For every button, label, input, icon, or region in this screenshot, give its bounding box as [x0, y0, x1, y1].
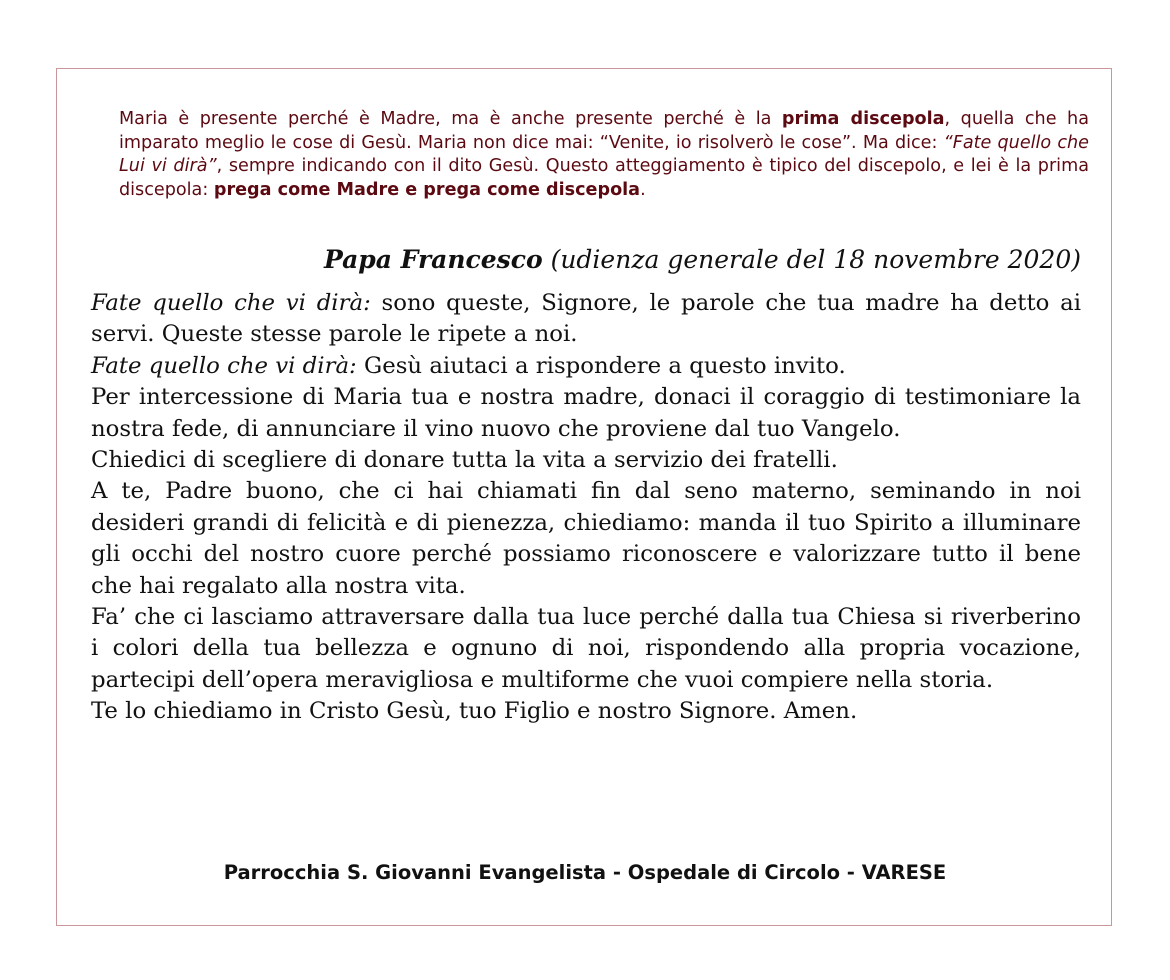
quote-text-2: , quella che ha imparato meglio le cose di Gesù. Maria non dice mai: “Venite, io risolverò le cose”. Ma dice:: [119, 109, 1089, 153]
prayer-italic-phrase: Fate quello che vi dirà:: [91, 290, 371, 316]
quote-bold-2: prega come Madre e prega come discepola: [213, 179, 641, 200]
prayer-paragraph: [91, 351, 1081, 382]
pope-quote: [119, 108, 1089, 202]
prayer-text-span: sono queste, Signore, le parole che tua madre ha detto ai servi. Queste stesse parole le ripete a noi.: [91, 290, 1081, 348]
prayer-text: [91, 288, 1081, 728]
quote-text-4: .: [640, 179, 646, 200]
attribution-source: (udienza generale del 18 novembre 2020): [550, 245, 1081, 274]
prayer-paragraph: Chiedici di scegliere di donare tutta la vita a servizio dei fratelli.: [91, 447, 838, 474]
prayer-paragraph: [91, 288, 1081, 351]
parish-footer: Parrocchia S. Giovanni Evangelista - Ospedale di Circolo - VARESE: [223, 861, 947, 884]
attribution-author: Papa Francesco: [323, 245, 543, 274]
prayer-text-span: Gesù aiutaci a rispondere a questo invito.: [356, 352, 846, 379]
prayer-card: [56, 68, 1112, 926]
quote-italic: “Fate quello che Lui vi dirà”: [119, 132, 1089, 176]
quote-text-3: , sempre indicando con il dito Gesù. Questo atteggiamento è tipico del discepolo, e lei è la prima discepola:: [119, 156, 1089, 200]
quote-bold-1: prima discepola: [781, 109, 945, 129]
prayer-paragraph: Per intercessione di Maria tua e nostra madre, donaci il coraggio di testimoniare la nostra fede, di annunciare il vino nuovo che proviene dal tuo Vangelo.: [91, 384, 1081, 442]
prayer-paragraph: A te, Padre buono, che ci hai chiamati fin dal seno materno, seminando in noi desideri grandi di felicità e di pienezza, chiediamo: manda il tuo Spirito a illuminare gli occhi del nostro cuore perché possiamo riconoscere e valorizzare tutto il bene che hai regalato alla nostra vita.: [91, 478, 1081, 599]
prayer-paragraph: Fa’ che ci lasciamo attraversare dalla tua luce perché dalla tua Chiesa si riverberino i colori della tua bellezza e ognuno di noi, rispondendo alla propria vocazione, partecipi dell’opera meravigliosa e multiforme che vuoi compiere nella storia.: [91, 604, 1081, 693]
attribution: [97, 243, 1081, 277]
prayer-paragraph: Te lo chiediamo in Cristo Gesù, tuo Figlio e nostro Signore. Amen.: [91, 698, 858, 725]
quote-text-1: Maria è presente perché è Madre, ma è anche presente perché è la: [119, 109, 782, 129]
prayer-italic-phrase: Fate quello che vi dirà:: [91, 352, 357, 379]
